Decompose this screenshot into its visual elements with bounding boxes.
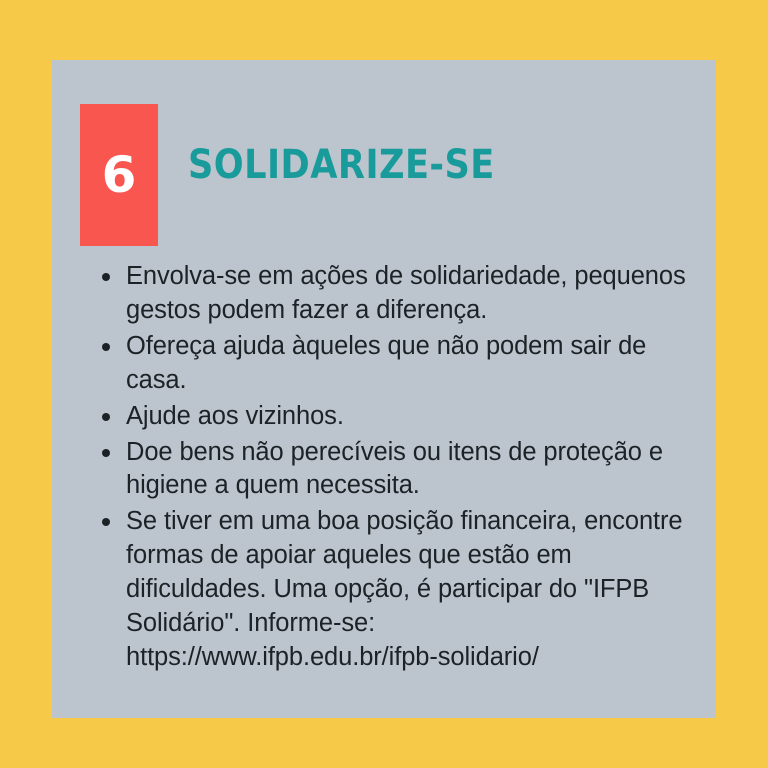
card-header (52, 60, 716, 246)
page-title: SOLIDARIZE-SE (188, 142, 495, 188)
list-item: Doe bens não perecíveis ou itens de proteção e higiene a quem necessita. (126, 436, 686, 504)
step-number-badge: 6 (80, 104, 158, 246)
list-item: Se tiver em uma boa posição financeira, encontre formas de apoiar aqueles que estão em dificuldades. Uma opção, é participar do "IFPB Solidário". Informe-se: https://www.ifpb.edu.br/ifpb-solidario/ (126, 505, 686, 675)
list-item: Ofereça ajuda àqueles que não podem sair de casa. (126, 330, 686, 398)
list-item: Ajude aos vizinhos. (126, 400, 686, 434)
tips-list (92, 260, 686, 675)
info-card (52, 60, 716, 718)
list-item: Envolva-se em ações de solidariedade, pequenos gestos podem fazer a diferença. (126, 260, 686, 328)
